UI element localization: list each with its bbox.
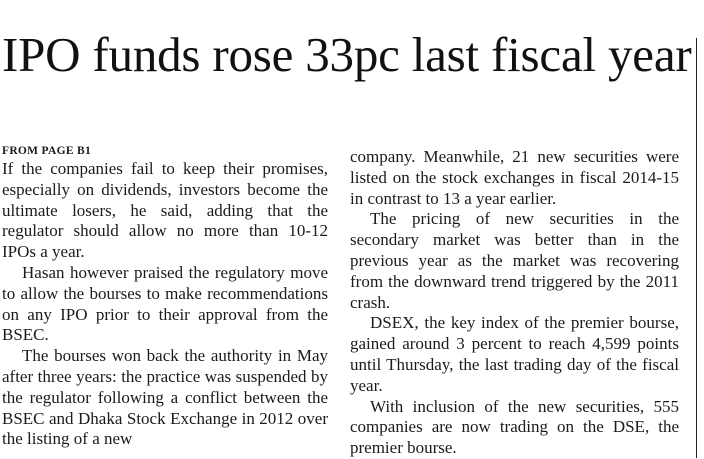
- paragraph: company. Meanwhile, 21 new securities were listed on the stock exchanges in fiscal 2014-15 in contrast to 13 a year earlier.: [350, 147, 679, 208]
- paragraph: The bourses won back the authority in May after three years: the practice was suspended by the regulator following a conflict between the BSEC and Dhaka Stock Exchange in 2012 over the listing of a new: [2, 346, 328, 449]
- article-column-1: [2, 143, 328, 450]
- column-rule: [696, 38, 697, 458]
- paragraph: Hasan however praised the regulatory move to allow the bourses to make recommendations on any IPO prior to their approval from the BSEC.: [2, 262, 328, 345]
- continuation-kicker: FROM PAGE B1: [2, 145, 91, 157]
- paragraph: If the companies fail to keep their promises, especially on dividends, investors become the ultimate losers, he said, adding that the regulator should allow no more than 10-12 IPOs a year.: [2, 159, 328, 262]
- article-column-2: [350, 147, 679, 459]
- paragraph: DSEX, the key index of the premier bourse, gained around 3 percent to reach 4,599 points until Thursday, the last trading day of the fiscal year.: [350, 313, 679, 395]
- paragraph: The pricing of new securities in the secondary market was better than in the previous year as the market was recovering from the downward trend triggered by the 2011 crash.: [350, 209, 679, 312]
- paragraph: With inclusion of the new securities, 555 companies are now trading on the DSE, the premier bourse.: [350, 396, 679, 458]
- headline: IPO funds rose 33pc last fiscal year: [2, 27, 692, 82]
